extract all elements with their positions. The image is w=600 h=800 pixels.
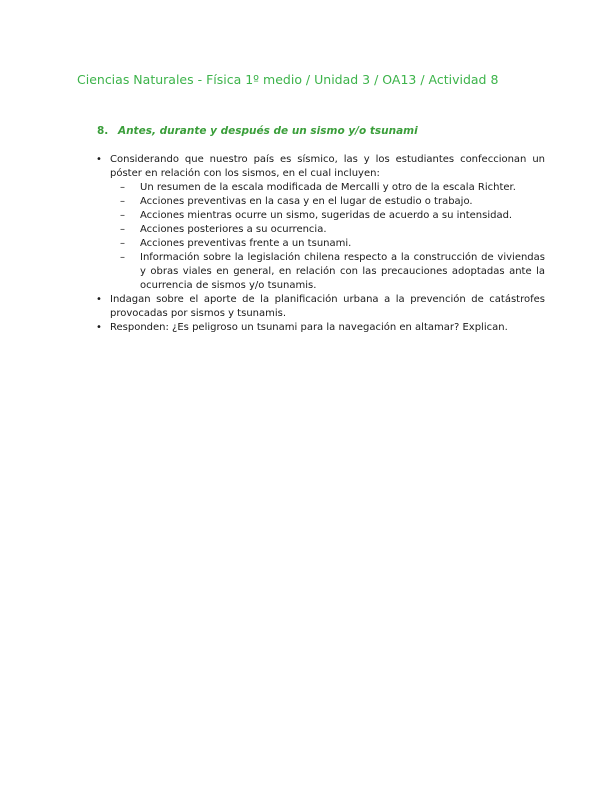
list-item-text: Responden: ¿Es peligroso un tsunami para la navegación en altamar? Explican. <box>110 322 508 333</box>
activity-content <box>95 153 545 335</box>
list-item <box>95 153 545 293</box>
sub-list-item <box>120 251 545 293</box>
activity-number: 8. <box>97 125 109 137</box>
sub-list-item <box>120 209 545 223</box>
sub-list-item-text: Información sobre la legislación chilena respecto a la construcción de viviendas y obras viales en general, en relación con las precauciones adoptadas ante la ocurrencia de sismos y/o tsunamis. <box>140 252 545 291</box>
list-item <box>95 321 545 335</box>
activity-title-text: Antes, durante y después de un sismo y/o tsunami <box>117 125 418 137</box>
list-item <box>95 293 545 321</box>
sub-list-item-text: Acciones preventivas en la casa y en el lugar de estudio o trabajo. <box>140 196 473 207</box>
dash-icon: – <box>120 224 125 235</box>
list-item-text: Indagan sobre el aporte de la planificación urbana a la prevención de catástrofes provocadas por sismos y tsunamis. <box>110 294 545 319</box>
dash-icon: – <box>120 238 125 249</box>
sub-list-item-text: Acciones posteriores a su ocurrencia. <box>140 224 327 235</box>
bullet-list <box>95 153 545 335</box>
dash-icon: – <box>120 210 125 221</box>
dash-icon: – <box>120 196 125 207</box>
bullet-icon: • <box>96 154 102 165</box>
sub-list-item-text: Acciones mientras ocurre un sismo, sugeridas de acuerdo a su intensidad. <box>140 210 513 221</box>
bullet-icon: • <box>96 322 102 333</box>
dash-icon: – <box>120 252 125 263</box>
sub-list-item-text: Un resumen de la escala modificada de Mercalli y otro de la escala Richter. <box>140 182 516 193</box>
sub-list-item <box>120 195 545 209</box>
sub-list <box>110 181 545 293</box>
activity-title <box>97 125 418 137</box>
sub-list-item-text: Acciones preventivas frente a un tsunami. <box>140 238 352 249</box>
sub-list-item <box>120 223 545 237</box>
bullet-icon: • <box>96 294 102 305</box>
dash-icon: – <box>120 182 125 193</box>
page-header-breadcrumb: Ciencias Naturales - Física 1º medio / Unidad 3 / OA13 / Actividad 8 <box>77 72 499 87</box>
sub-list-item <box>120 237 545 251</box>
list-item-text: Considerando que nuestro país es sísmico, las y los estudiantes confeccionan un póster en relación con los sismos, en el cual incluyen: <box>110 154 545 179</box>
sub-list-item <box>120 181 545 195</box>
